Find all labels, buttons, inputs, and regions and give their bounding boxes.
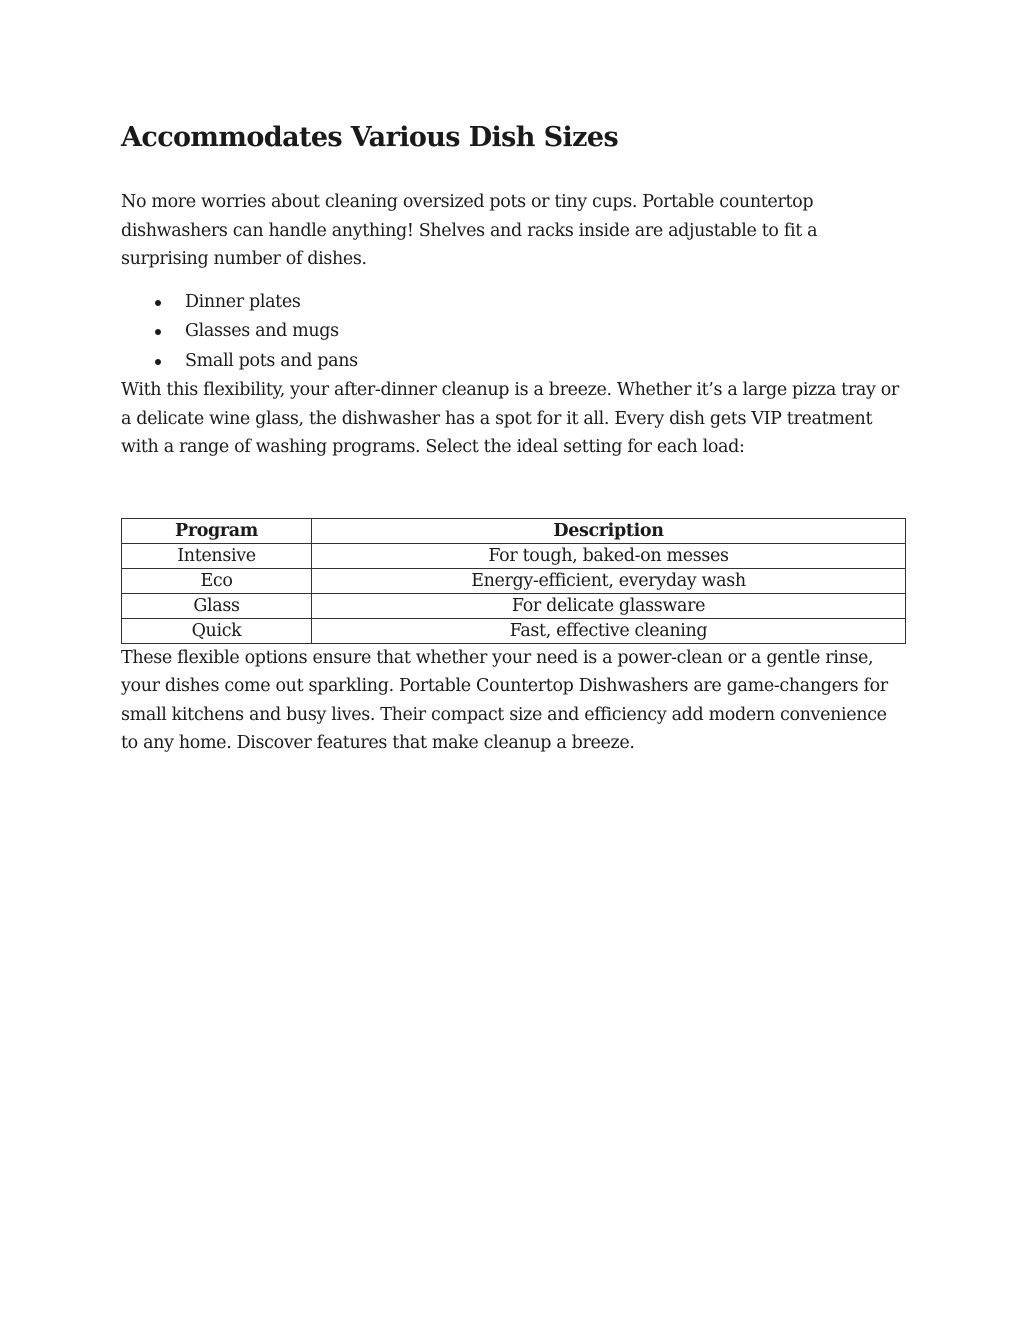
list-item-text: Glasses and mugs (185, 321, 339, 341)
washing-programs-table (121, 518, 906, 644)
description-cell: Fast, effective cleaning (312, 618, 906, 643)
list-item-text: Small pots and pans (185, 350, 358, 371)
program-cell: Intensive (122, 543, 312, 568)
column-header-description: Description (312, 518, 906, 543)
description-cell: Energy-efficient, everyday wash (312, 568, 906, 593)
document-page (121, 118, 905, 758)
list-item (121, 288, 905, 318)
table-row (122, 568, 906, 593)
column-header-program: Program (122, 518, 312, 543)
page-title: Accommodates Various Dish Sizes (121, 122, 619, 153)
table-header-row (122, 518, 906, 543)
bullet-icon (155, 359, 161, 365)
table-row (122, 543, 906, 568)
closing-paragraph: These flexible options ensure that whether your need is a power-clean or a gentle rinse, your dishes come out sparkling. Portable Countertop Dishwashers are game-changers for small kitchens and busy lives. Their compact size and efficiency add modern convenience to any home. Discover features that make cleanup a breeze. (121, 647, 888, 753)
list-item-text: Dinner plates (185, 291, 301, 312)
bullet-icon (155, 329, 161, 335)
program-cell: Eco (122, 568, 312, 593)
table-row (122, 618, 906, 643)
description-cell: For delicate glassware (312, 593, 906, 618)
list-item (121, 317, 905, 347)
flexibility-paragraph: With this flexibility, your after-dinner cleanup is a breeze. Whether it’s a large pizza tray or a delicate wine glass, the dishwasher has a spot for it all. Every dish gets VIP treatment with a range of washing programs. Select the ideal setting for each load: (121, 380, 899, 457)
intro-paragraph: No more worries about cleaning oversized pots or tiny cups. Portable countertop dishwashers can handle anything! Shelves and racks inside are adjustable to fit a surprising number of dishes. (121, 192, 818, 269)
dish-size-list (121, 288, 905, 377)
program-cell: Quick (122, 618, 312, 643)
list-item (121, 347, 905, 377)
bullet-icon (155, 300, 161, 306)
table-row (122, 593, 906, 618)
program-cell: Glass (122, 593, 312, 618)
description-cell: For tough, baked-on messes (312, 543, 906, 568)
